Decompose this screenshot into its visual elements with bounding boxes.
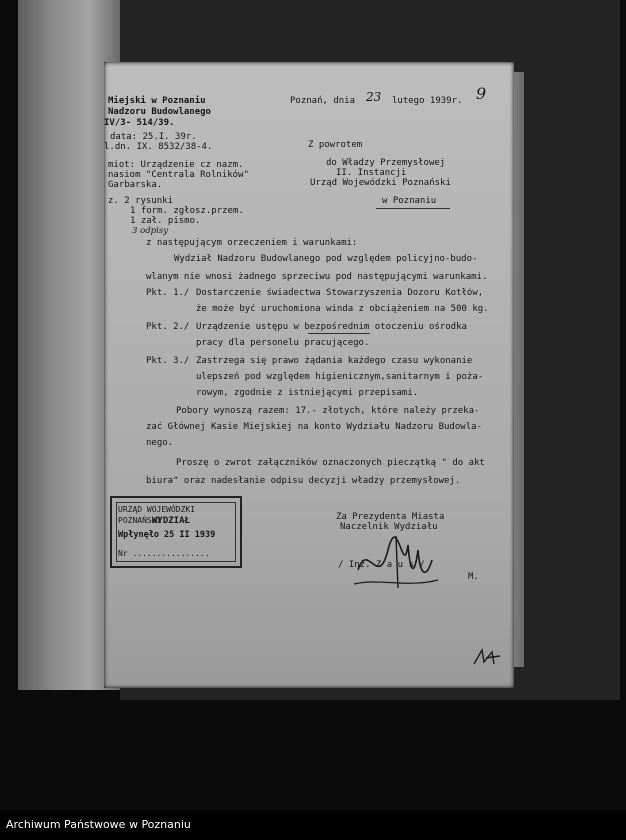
paragraph-1-line-2: wlanym nie wnosi żadnego sprzeciwu pod następującymi warunkami. <box>146 272 488 282</box>
point-3-line-1: Zastrzega się prawo żądania każdego czasu wykonanie <box>196 356 473 366</box>
point-2-line-2: pracy dla personelu pracującego. <box>196 338 370 348</box>
received-stamp <box>110 496 242 568</box>
return-line-1: Proszę o zwrot załączników oznaczonych pieczątką " do akt <box>176 458 485 468</box>
signature-line-1: Za Prezydenta Miasta <box>336 512 445 522</box>
attachment-1: z. 2 rysunki <box>108 196 174 206</box>
place-date: Poznań, dnia <box>290 96 356 106</box>
office-line-2: Nadzoru Budowlanego <box>108 107 211 117</box>
subject-line-1: miot: Urządzenie cz nazm. <box>108 160 244 170</box>
dated: data: 25.I. 39r. <box>110 132 197 142</box>
page-mark: 9 <box>476 84 487 103</box>
recipient-underline <box>376 208 450 209</box>
fees-line-2: zać Głównej Kasie Miejskiej na konto Wydziału Nadzoru Budowla- <box>146 422 482 432</box>
archive-footer <box>0 810 626 840</box>
point-3-line-2: ulepszeń pod względem higienicznym,sanitarnym i poża- <box>196 372 484 382</box>
corner-scribble <box>472 646 502 668</box>
stamp-line-3: Wpłynęło 25 II 1939 <box>118 530 216 540</box>
archive-label: Archiwum Państwowe w Poznaniu <box>6 818 191 831</box>
recipient-line-0: Z powrotem <box>308 140 363 150</box>
point-1-label: Pkt. 1./ <box>146 288 190 298</box>
recipient-line-2: II. Instancji <box>336 168 407 178</box>
point-2-line-1: Urządzenie ustępu w bezpośrednim otoczeniu ośrodka <box>196 322 467 332</box>
fees-line-1: Pobory wynoszą razem: 17.- złotych, które należy przeka- <box>176 406 480 416</box>
day-handwritten: 23 <box>366 90 382 104</box>
attachment-3: 1 zał. pismo. <box>130 216 201 226</box>
return-line-2: biura" oraz nadesłanie odpisu decyzji władzy przemysłowej. <box>146 476 461 486</box>
office-line-1: Miejski w Poznaniu <box>108 96 206 106</box>
ref-dn: l.dn. IX. 8532/38-4. <box>104 142 213 152</box>
month-year: lutego 1939r. <box>392 96 463 106</box>
recipient-line-3: Urząd Wojewódzki Poznański <box>310 178 451 188</box>
point-1-line-2: że może być uruchomiona winda z obciążeniem na 500 kg. <box>196 304 489 314</box>
point-3-label: Pkt. 3./ <box>146 356 190 366</box>
document-page <box>104 62 514 688</box>
point-1-line-1: Dostarczenie świadectwa Stowarzyszenia Dozoru Kotłów, <box>196 288 484 298</box>
signature-line-4: M. <box>468 572 479 582</box>
subject-line-3: Garbarska. <box>108 180 163 190</box>
underline-bezposrednim <box>308 333 370 334</box>
signature-line-2: Naczelnik Wydziału <box>340 522 438 532</box>
stamp-line-4: Nr ................ <box>118 549 210 558</box>
point-3-line-3: rowym, zgodnie z istniejącymi przepisami. <box>196 388 419 398</box>
reference-number: IV/3- 514/39. <box>104 118 175 128</box>
paragraph-1-line-1: Wydział Nadzoru Budowlanego pod względem policyjno-budo- <box>174 254 478 264</box>
fees-line-3: nego. <box>146 438 174 448</box>
intro-line: z następującym orzeczeniem i warunkami: <box>146 238 358 248</box>
attachment-2: 1 form. zgłosz.przem. <box>130 206 244 216</box>
recipient-line-1: do Władzy Przemysłowej <box>326 158 446 168</box>
stamp-line-1: URZĄD WOJEWÓDZKI POZNAŃSKI <box>118 505 196 525</box>
point-2-label: Pkt. 2./ <box>146 322 190 332</box>
stamp-line-2: WYDZIAŁ <box>152 516 190 526</box>
recipient-line-4: w Poznaniu <box>382 196 437 206</box>
signature-line-3: / Inż. Z a u s / <box>338 560 425 570</box>
attachment-4: 3 odpisy <box>132 226 168 236</box>
subject-line-2: nasiom "Centrala Rolników" <box>108 170 249 180</box>
